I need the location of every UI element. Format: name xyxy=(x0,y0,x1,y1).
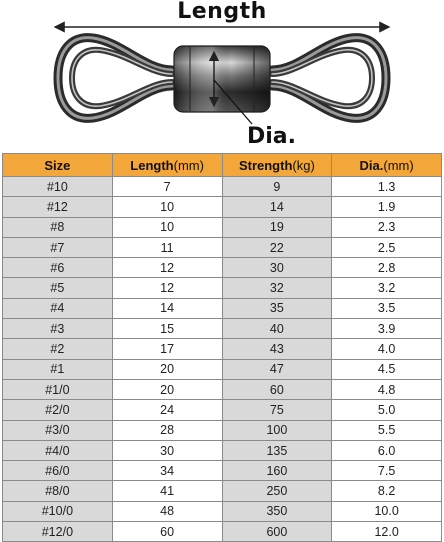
strength-cell: 43 xyxy=(222,339,332,359)
size-cell: #8/0 xyxy=(3,481,113,501)
right-eye-icon xyxy=(272,38,386,119)
strength-cell: 100 xyxy=(222,420,332,440)
size-cell: #4 xyxy=(3,298,113,318)
length-cell: 30 xyxy=(112,440,222,460)
diameter-cell: 10.0 xyxy=(332,501,442,521)
strength-cell: 600 xyxy=(222,522,332,542)
diameter-cell: 6.0 xyxy=(332,440,442,460)
strength-cell: 14 xyxy=(222,197,332,217)
table-row xyxy=(3,197,442,217)
table-row xyxy=(3,501,442,521)
size-cell: #10/0 xyxy=(3,501,113,521)
length-cell: 60 xyxy=(112,522,222,542)
size-cell: #10 xyxy=(3,177,113,197)
table-row xyxy=(3,217,442,237)
diameter-cell: 4.5 xyxy=(332,359,442,379)
strength-cell: 35 xyxy=(222,298,332,318)
length-cell: 20 xyxy=(112,379,222,399)
table-row xyxy=(3,440,442,460)
diameter-cell: 1.3 xyxy=(332,177,442,197)
diameter-cell: 2.5 xyxy=(332,237,442,257)
header-diameter: Dia.(mm) xyxy=(332,154,442,177)
length-cell: 12 xyxy=(112,258,222,278)
length-cell: 11 xyxy=(112,237,222,257)
header-length: Length(mm) xyxy=(112,154,222,177)
size-cell: #3/0 xyxy=(3,420,113,440)
swivel-barrel-icon xyxy=(174,46,270,112)
length-cell: 12 xyxy=(112,278,222,298)
size-cell: #8 xyxy=(3,217,113,237)
diameter-cell: 5.5 xyxy=(332,420,442,440)
size-cell: #3 xyxy=(3,319,113,339)
diameter-cell: 3.2 xyxy=(332,278,442,298)
diameter-cell: 3.9 xyxy=(332,319,442,339)
length-cell: 7 xyxy=(112,177,222,197)
table-row xyxy=(3,420,442,440)
size-cell: #4/0 xyxy=(3,440,113,460)
size-cell: #1/0 xyxy=(3,379,113,399)
length-cell: 34 xyxy=(112,461,222,481)
table-row xyxy=(3,258,442,278)
table-row xyxy=(3,522,442,542)
table-row xyxy=(3,278,442,298)
diameter-cell: 8.2 xyxy=(332,481,442,501)
size-cell: #6/0 xyxy=(3,461,113,481)
strength-cell: 9 xyxy=(222,177,332,197)
table-row xyxy=(3,461,442,481)
header-size: Size xyxy=(3,154,113,177)
length-cell: 14 xyxy=(112,298,222,318)
diameter-cell: 12.0 xyxy=(332,522,442,542)
diameter-cell: 2.8 xyxy=(332,258,442,278)
strength-cell: 40 xyxy=(222,319,332,339)
diameter-cell: 1.9 xyxy=(332,197,442,217)
size-cell: #7 xyxy=(3,237,113,257)
length-cell: 24 xyxy=(112,400,222,420)
size-cell: #6 xyxy=(3,258,113,278)
table-row xyxy=(3,379,442,399)
length-cell: 15 xyxy=(112,319,222,339)
size-cell: #12 xyxy=(3,197,113,217)
strength-cell: 250 xyxy=(222,481,332,501)
strength-cell: 47 xyxy=(222,359,332,379)
table-row xyxy=(3,237,442,257)
size-cell: #5 xyxy=(3,278,113,298)
length-cell: 41 xyxy=(112,481,222,501)
length-cell: 28 xyxy=(112,420,222,440)
size-cell: #2 xyxy=(3,339,113,359)
strength-cell: 19 xyxy=(222,217,332,237)
strength-cell: 350 xyxy=(222,501,332,521)
strength-cell: 75 xyxy=(222,400,332,420)
swivel-diagram xyxy=(0,0,444,150)
diameter-cell: 4.8 xyxy=(332,379,442,399)
table-row xyxy=(3,319,442,339)
length-cell: 20 xyxy=(112,359,222,379)
table-row xyxy=(3,177,442,197)
size-cell: #12/0 xyxy=(3,522,113,542)
table-row xyxy=(3,400,442,420)
table-body xyxy=(3,177,442,542)
strength-cell: 160 xyxy=(222,461,332,481)
table-row xyxy=(3,359,442,379)
strength-cell: 22 xyxy=(222,237,332,257)
size-cell: #2/0 xyxy=(3,400,113,420)
diameter-label: Dia. xyxy=(247,124,297,149)
length-cell: 10 xyxy=(112,197,222,217)
diameter-cell: 2.3 xyxy=(332,217,442,237)
strength-cell: 135 xyxy=(222,440,332,460)
diameter-cell: 3.5 xyxy=(332,298,442,318)
length-cell: 17 xyxy=(112,339,222,359)
diameter-cell: 5.0 xyxy=(332,400,442,420)
table-row xyxy=(3,339,442,359)
length-cell: 48 xyxy=(112,501,222,521)
diameter-cell: 4.0 xyxy=(332,339,442,359)
table-header-row xyxy=(3,154,442,177)
length-cell: 10 xyxy=(112,217,222,237)
size-spec-table xyxy=(2,153,442,542)
strength-cell: 32 xyxy=(222,278,332,298)
strength-cell: 30 xyxy=(222,258,332,278)
strength-cell: 60 xyxy=(222,379,332,399)
left-eye-icon xyxy=(58,38,172,119)
diameter-cell: 7.5 xyxy=(332,461,442,481)
header-strength: Strength(kg) xyxy=(222,154,332,177)
table-row xyxy=(3,481,442,501)
length-label: Length xyxy=(177,0,267,24)
size-cell: #1 xyxy=(3,359,113,379)
table-row xyxy=(3,298,442,318)
